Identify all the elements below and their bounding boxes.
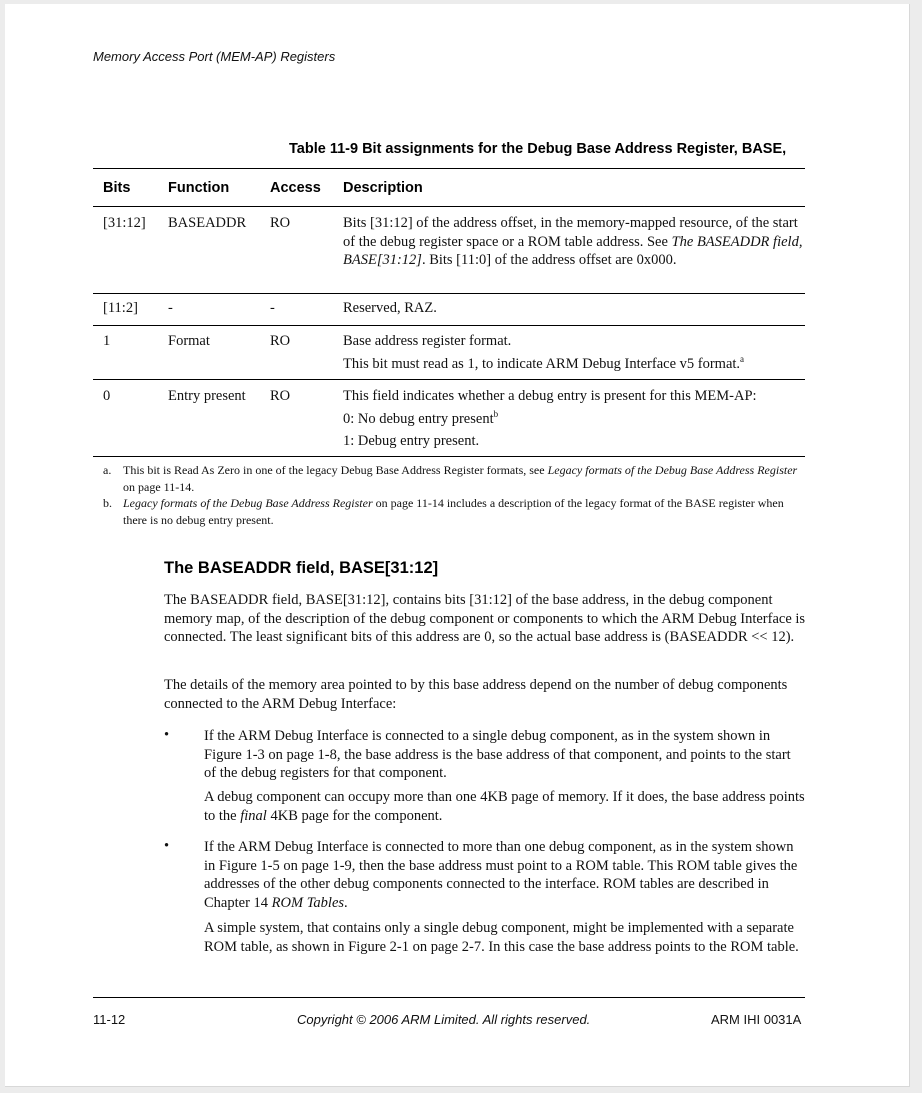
bullet-1-subpara: [204, 788, 806, 825]
row2-desc-line1: Base address register format.: [343, 333, 512, 349]
row3-description: [343, 387, 803, 451]
table-bottom-rule: [93, 456, 805, 457]
row1-bits: [11:2]: [103, 300, 138, 316]
footer-copyright: Copyright © 2006 ARM Limited. All rights reserved.: [297, 1012, 591, 1027]
footnote-a-text-a: This bit is Read As Zero in one of the legacy Debug Base Address Register formats, see: [123, 463, 548, 477]
footnote-ref-a[interactable]: a: [740, 353, 745, 364]
footnote-b-text: on page 11-14 includes a description of the legacy format of the BASE register when there is no debug entry present.: [123, 496, 784, 527]
row3-bits: 0: [103, 388, 111, 404]
col-header-access: Access: [270, 180, 321, 196]
row2-desc-line2-text: This bit must read as 1, to indicate ARM Debug Interface v5 format.: [343, 355, 741, 372]
row0-bits: [31:12]: [103, 215, 146, 231]
row2-description: [343, 332, 803, 373]
bullet-2-text-b: .: [344, 894, 348, 911]
row-rule-2: [93, 325, 805, 326]
row2-function: Format: [168, 333, 210, 349]
footnote-a-text-b: on page 11-14.: [123, 479, 195, 494]
footer-page-number: 11-12: [93, 1012, 126, 1027]
row0-desc-text-a: Bits [31:12] of the address offset, in the memory-mapped resource, of the start of the debug register space or a ROM table address. See: [343, 215, 798, 250]
row3-desc-line2: [343, 410, 803, 429]
row-rule-3: [93, 379, 805, 380]
document-page: [5, 4, 910, 1087]
row2-bits: 1: [103, 333, 111, 349]
bullet-2-text-a: If the ARM Debug Interface is connected to more than one debug component, as in the system shown in Figure 1-5 on page 1-9, then the base address must point to a ROM table. This ROM table gives the addresses of the other debug components connected to the interface. ROM tables are described in Chapter 14: [204, 839, 798, 911]
running-header: Memory Access Port (MEM-AP) Registers: [93, 49, 336, 64]
col-header-bits: Bits: [103, 180, 131, 196]
bullet-marker-1: •: [164, 727, 170, 743]
footnote-b: [103, 495, 803, 528]
bullet-2-link[interactable]: ROM Tables: [271, 894, 345, 911]
row0-desc-link[interactable]: The BASEADDR field, BASE[31:12]: [343, 233, 803, 268]
bullet-1-sub-b: 4KB page for the component.: [266, 807, 443, 824]
table-header-rule: [93, 206, 805, 207]
section-heading: The BASEADDR field, BASE[31:12]: [164, 559, 439, 577]
bullet-2-text: [204, 838, 806, 912]
row3-function: Entry present: [168, 388, 246, 404]
bullet-1-sub-em: final: [240, 807, 267, 824]
section-para-1: The BASEADDR field, BASE[31:12], contains bits [31:12] of the base address, in the debug component memory map, of the description of the debug component or components to which the ARM Debug Interface is connected. The least significant bits of this address are 0, so the actual base address is (BASEADDR << 12).: [164, 592, 806, 645]
col-header-description: Description: [343, 180, 423, 196]
bullet-1-text: If the ARM Debug Interface is connected to a single debug component, as in the system shown in Figure 1-3 on page 1-8, the base address is the base address of that component, and points to the start of the debug registers for that component.: [204, 728, 791, 781]
bullet-2-subpara: A simple system, that contains only a single debug component, might be implemented with a separate ROM table, as shown in Figure 2-1 on page 2-7. In this case the base address points to the ROM table.: [204, 920, 799, 955]
table-top-rule: [93, 168, 805, 169]
footer-rule: [93, 997, 805, 998]
footnote-ref-b[interactable]: b: [493, 408, 499, 419]
table-caption: Table 11-9 Bit assignments for the Debug Base Address Register, BASE,: [289, 141, 787, 157]
row1-description: Reserved, RAZ.: [343, 300, 437, 316]
row-rule-1: [93, 293, 805, 294]
row3-desc-line3: 1: Debug entry present.: [343, 433, 480, 449]
row2-desc-line2: [343, 355, 803, 374]
row2-access: RO: [270, 333, 291, 349]
section-para-2: The details of the memory area pointed to by this base address depend on the number of debug components connected to the ARM Debug Interface:: [164, 677, 788, 712]
footnote-a-mark: a.: [103, 463, 112, 477]
row3-desc-line1: This field indicates whether a debug entry is present for this MEM-AP:: [343, 388, 757, 404]
footnote-b-link[interactable]: Legacy formats of the Debug Base Address Register: [123, 496, 373, 510]
row0-function: BASEADDR: [168, 215, 247, 231]
row0-description: [343, 214, 803, 270]
footnote-a-link[interactable]: Legacy formats of the Debug Base Address Register: [547, 463, 798, 477]
footnote-a: [103, 462, 803, 495]
row3-access: RO: [270, 388, 291, 404]
row1-access: -: [270, 300, 275, 316]
bullet-marker-2: •: [164, 838, 170, 854]
row0-desc-text-b: . Bits [11:0] of the address offset are 0x000.: [421, 252, 677, 268]
row0-access: RO: [270, 215, 291, 231]
footnote-b-mark: b.: [103, 496, 112, 510]
footer-doc-id: ARM IHI 0031A: [711, 1012, 802, 1027]
row3-desc-line2-text: 0: No debug entry present: [343, 410, 494, 427]
bullet-1-sub-a: A debug component can occupy more than one 4KB page of memory. If it does, the base address points to the: [204, 789, 805, 824]
row1-function: -: [168, 300, 173, 316]
col-header-function: Function: [168, 180, 230, 196]
